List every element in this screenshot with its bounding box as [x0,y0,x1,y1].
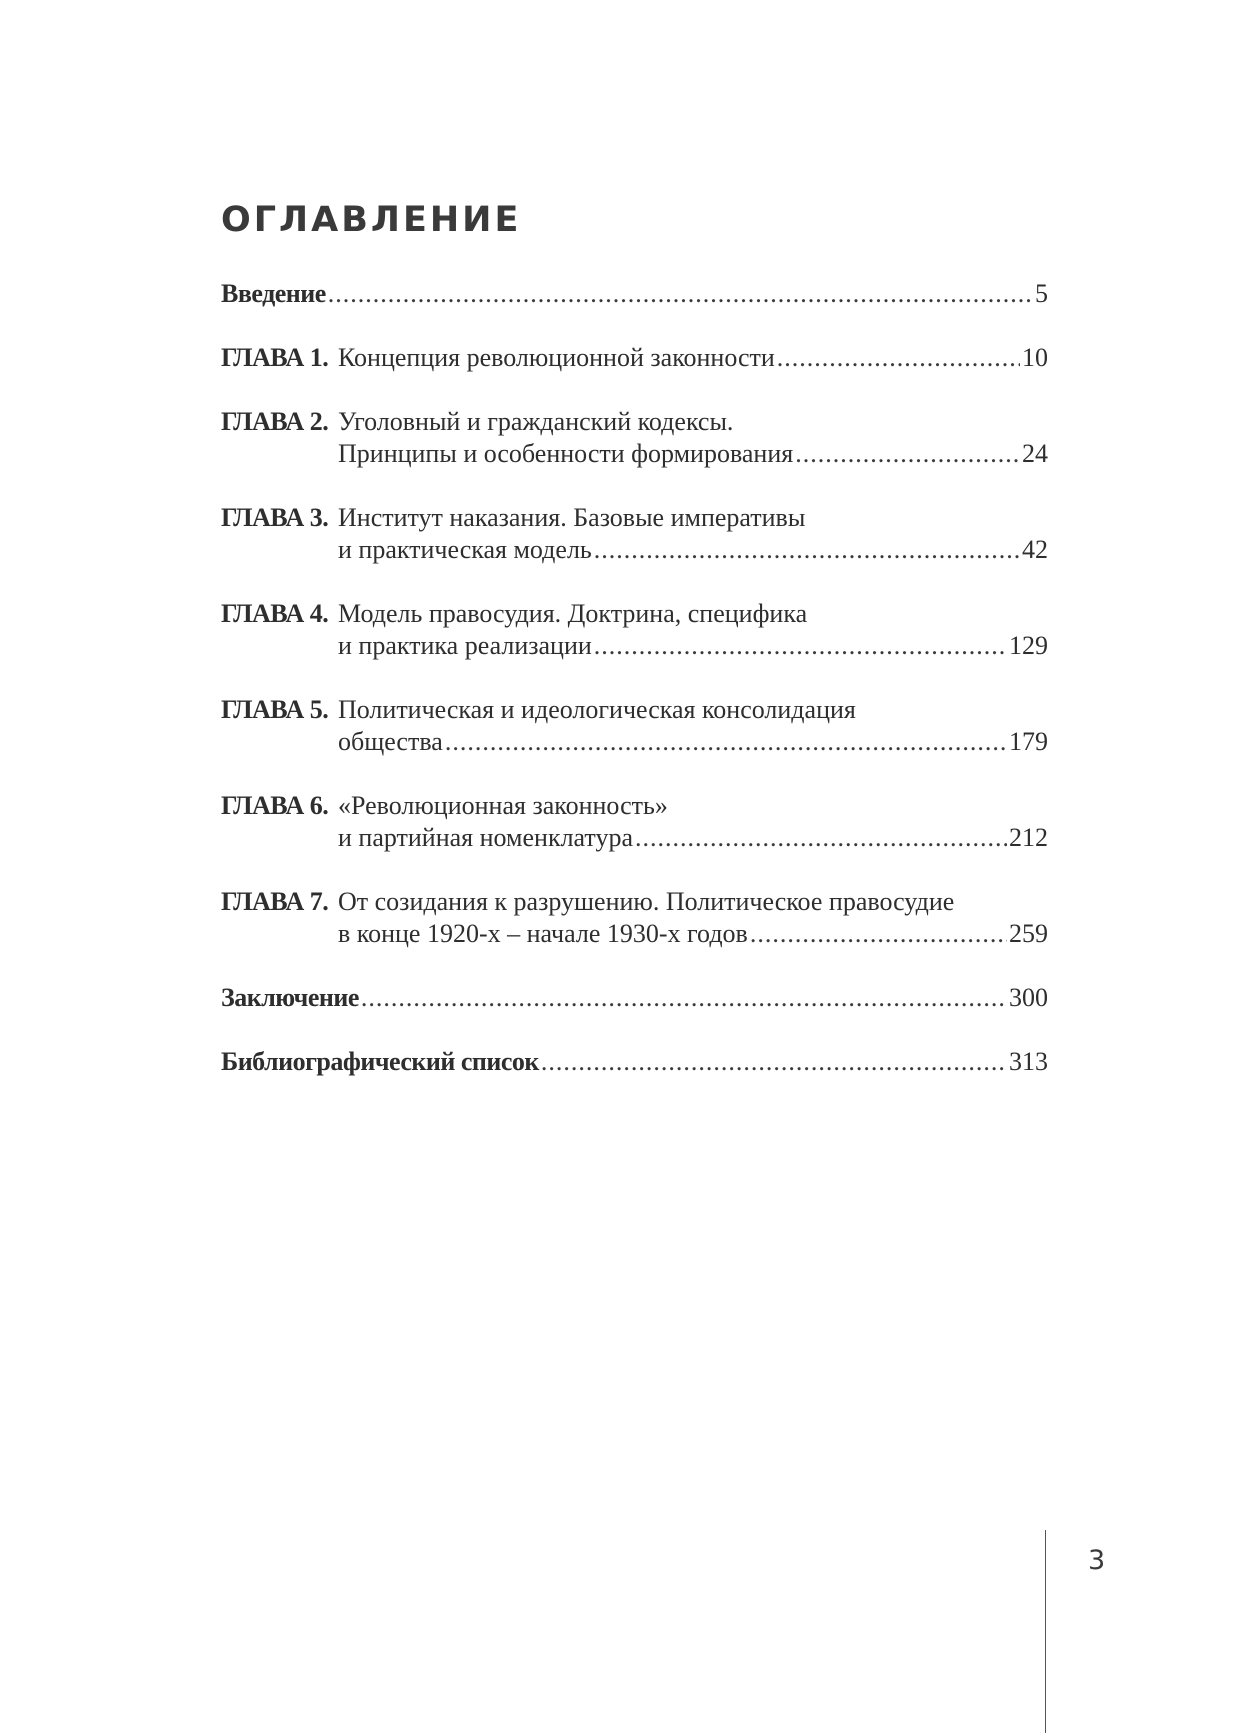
toc-entry-chapter-4[interactable] [221,598,1048,662]
toc-page-number: 5 [1035,279,1048,308]
toc-entry-title-line: От созидания к разрушению. Политическое правосудие [338,887,955,916]
toc-entry-label: ГЛАВА 4. [221,599,329,628]
toc-entry-title-line: общества [338,727,443,756]
toc-entry-chapter-6[interactable] [221,790,1048,854]
toc-entry-chapter-5[interactable] [221,694,1048,758]
toc-entry-label: ГЛАВА 3. [221,503,329,532]
dot-leader [594,534,1020,566]
toc-page-number: 313 [1009,1047,1048,1076]
toc-entry-chapter-3[interactable] [221,502,1048,566]
toc-entry-label: ГЛАВА 5. [221,695,329,724]
toc-entry-title-line: Принципы и особенности формирования [338,439,794,468]
toc-entry-conclusion[interactable] [221,982,1048,1014]
toc-page-number: 129 [1009,631,1048,660]
toc-entry-label: ГЛАВА 1. [221,343,329,372]
table-of-contents [221,278,1048,1110]
toc-entry-title-line: Институт наказания. Базовые императивы [338,503,806,532]
dot-leader [328,278,1033,310]
page-number: 3 [1088,1545,1106,1576]
dot-leader [750,918,1007,950]
toc-entry-title-line: и партийная номенклатура [338,823,633,852]
toc-entry-label: ГЛАВА 6. [221,791,329,820]
toc-entry-chapter-7[interactable] [221,886,1048,950]
toc-entry-title: Концепция революционной законности [338,343,775,372]
toc-entry-introduction[interactable] [221,278,1048,310]
toc-entry-label: Введение [221,279,326,308]
toc-entry-label: Заключение [221,983,359,1012]
page-title: ОГЛАВЛЕНИЕ [221,200,522,240]
toc-entry-chapter-2[interactable] [221,406,1048,470]
dot-leader [541,1046,1007,1078]
toc-entry-label: Библиографический список [221,1047,539,1076]
dot-leader [361,982,1007,1014]
dot-leader [777,342,1020,374]
toc-page-number: 259 [1009,919,1048,948]
toc-entry-title-line: Политическая и идеологическая консолидация [338,695,856,724]
toc-page-number: 24 [1022,439,1048,468]
toc-page-number: 300 [1009,983,1048,1012]
dot-leader [594,630,1007,662]
toc-page-number: 10 [1022,343,1048,372]
folio-divider [1045,1530,1046,1733]
toc-entry-bibliography[interactable] [221,1046,1048,1078]
toc-entry-title-line: Модель правосудия. Доктрина, специфика [338,599,808,628]
dot-leader [445,726,1007,758]
toc-entry-label: ГЛАВА 2. [221,407,329,436]
toc-entry-title-line: Уголовный и гражданский кодексы. [338,407,734,436]
dot-leader [635,822,1007,854]
toc-entry-chapter-1[interactable] [221,342,1048,374]
toc-entry-title-line: и практика реализации [338,631,592,660]
dot-leader [795,438,1020,470]
toc-entry-label: ГЛАВА 7. [221,887,329,916]
toc-entry-title-line: «Революционная законность» [338,791,668,820]
toc-entry-title-line: в конце 1920-х – начале 1930-х годов [338,919,748,948]
toc-page-number: 42 [1022,535,1048,564]
toc-entry-title-line: и практическая модель [338,535,592,564]
toc-page-number: 212 [1009,823,1048,852]
toc-page-number: 179 [1009,727,1048,756]
